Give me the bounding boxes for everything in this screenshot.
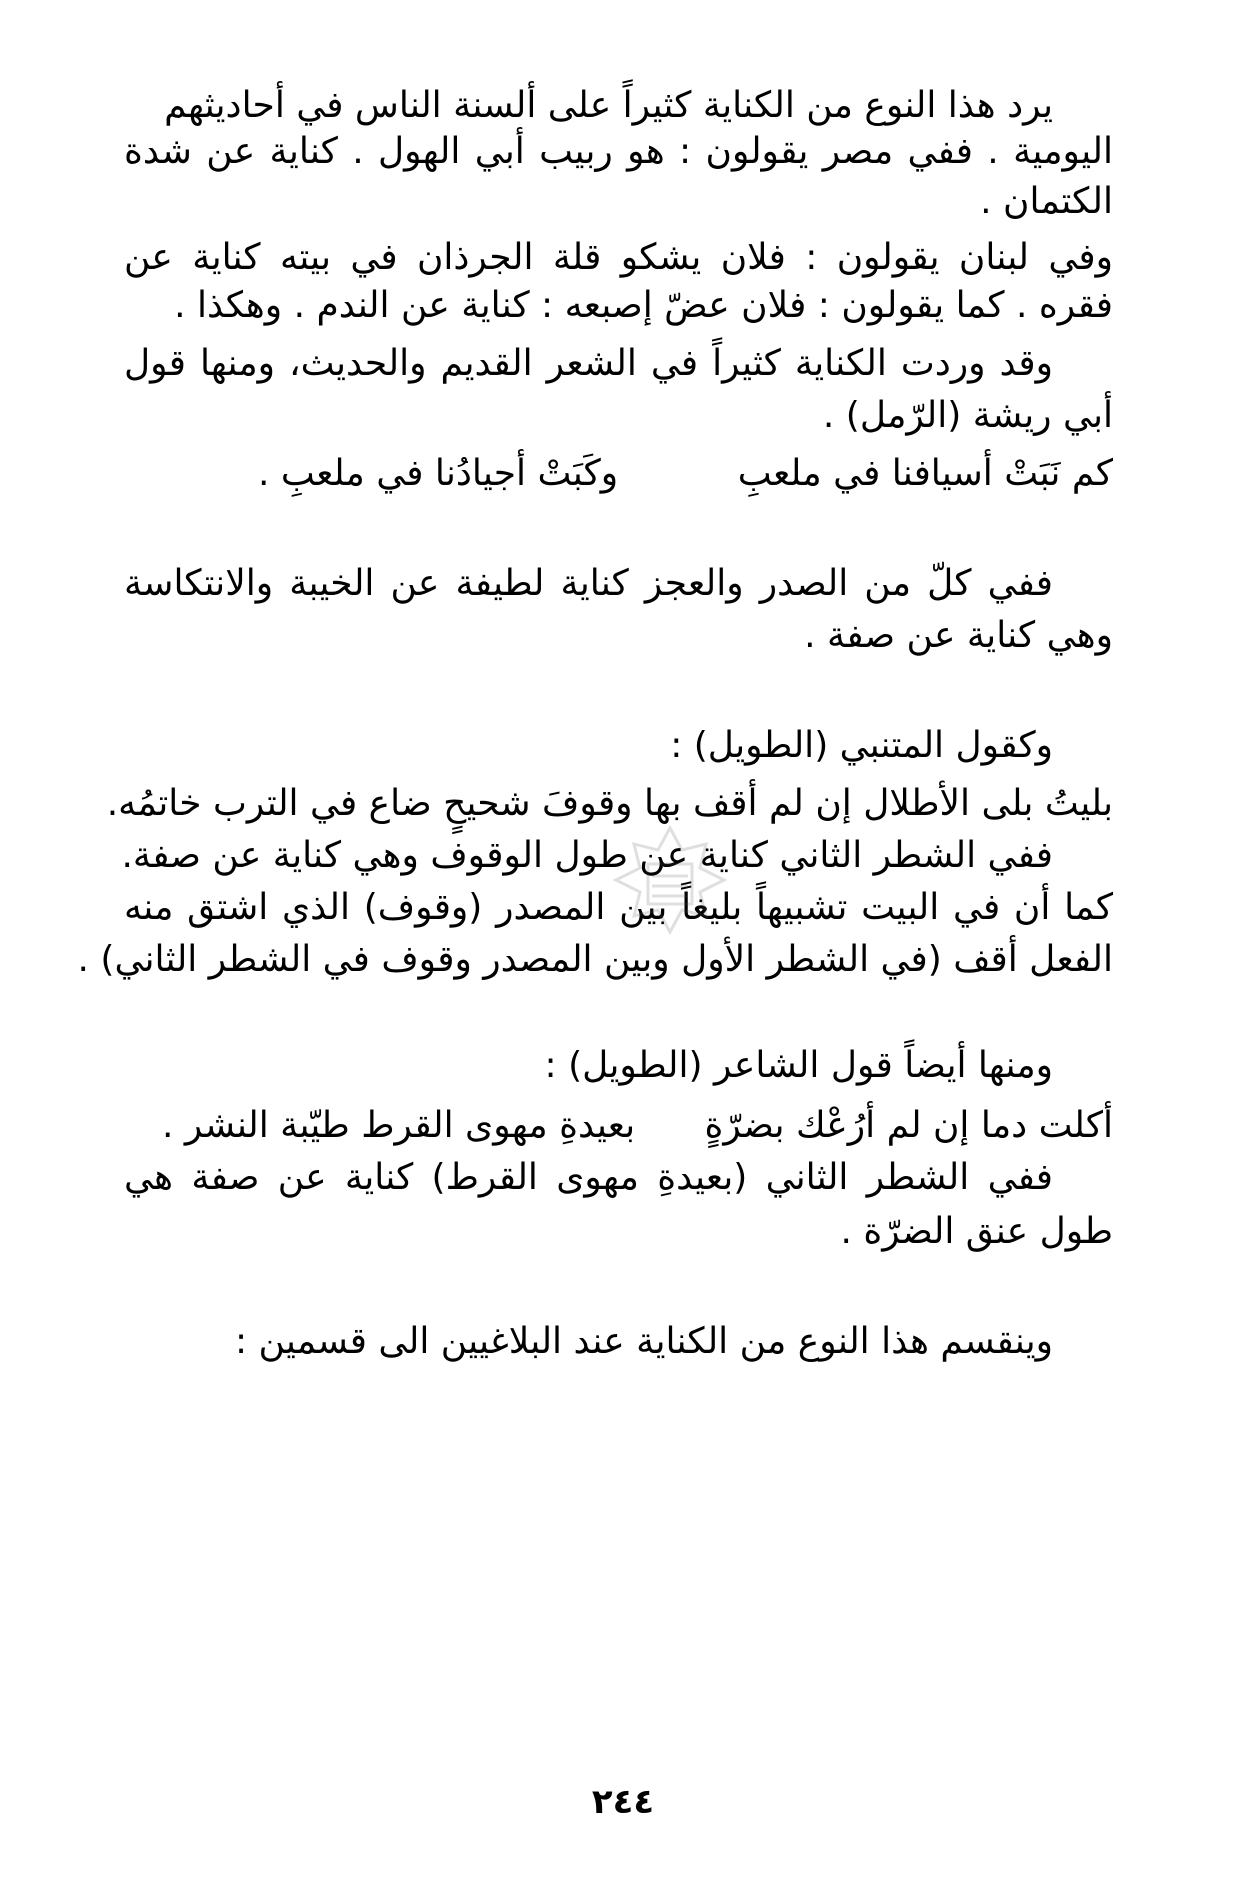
page-number: ٢٤٤ <box>591 1782 655 1822</box>
paragraph-2-line-1: وفي لبنان يقولون : فلان يشكو قلة الجرذان في بيته كناية عن <box>124 237 1113 278</box>
verse-1-second-hemistich: وكَبَتْ أجيادُنا في ملعبِ . <box>258 453 619 494</box>
paragraph-2-line-2: فقره . كما يقولون : فلان عضّ إصبعه : كناية عن الندم . وهكذا . <box>174 285 1113 326</box>
paragraph-1-line-3: الكتمان . <box>980 181 1113 222</box>
paragraph-1-line-2: اليومية . ففي مصر يقولون : هو ربيب أبي الهول . كناية عن شدة <box>124 131 1113 172</box>
paragraph-1-line-1: يرد هذا النوع من الكناية كثيراً على ألسنة الناس في أحاديثهم <box>164 85 1053 126</box>
paragraph-4-line-1: ففي كلّ من الصدر والعجز كناية لطيفة عن الخيبة والانتكاسة <box>124 563 1053 604</box>
paragraph-8-line-1: ففي الشطر الثاني (بعيدةِ مهوى القرط) كناية عن صفة هي <box>124 1157 1053 1198</box>
paragraph-8-line-2: طول عنق الضرّة . <box>840 1211 1113 1252</box>
paragraph-4-line-2: وهي كناية عن صفة . <box>804 615 1113 656</box>
verse-2: بليتُ بلى الأطلال إن لم أقف بها وقوفَ شحيحٍ ضاع في الترب خاتمُه. <box>106 783 1113 824</box>
paragraph-9-line-1: وينقسم هذا النوع من الكناية عند البلاغيين الى قسمين : <box>234 1321 1053 1362</box>
paragraph-6-line-3: الفعل أقف (في الشطر الأول وبين المصدر وقوف في الشطر الثاني) . <box>77 939 1113 980</box>
paragraph-7-line-1: ومنها أيضاً قول الشاعر (الطويل) : <box>544 1045 1053 1086</box>
verse-1-first-hemistich: كم نَبَتْ أسيافنا في ملعبِ <box>737 453 1113 494</box>
paragraph-6-line-1: ففي الشطر الثاني كناية عن طول الوقوف وهي كناية عن صفة. <box>121 835 1053 876</box>
verse-3-first-hemistich: أكلت دما إن لم أرُعْك بضرّةٍ <box>704 1105 1113 1146</box>
paragraph-3-line-1: وقد وردت الكناية كثيراً في الشعر القديم والحديث، ومنها قول <box>124 343 1053 384</box>
paragraph-6-line-2: كما أن في البيت تشبيهاً بليغاً بين المصدر (وقوف) الذي اشتق منه <box>124 887 1113 928</box>
paragraph-5-line-1: وكقول المتنبي (الطويل) : <box>670 725 1053 766</box>
paragraph-3-line-2: أبي ريشة (الرّمل) . <box>822 395 1113 436</box>
verse-3-second-hemistich: بعيدةِ مهوى القرط طيّبة النشر . <box>162 1105 636 1146</box>
